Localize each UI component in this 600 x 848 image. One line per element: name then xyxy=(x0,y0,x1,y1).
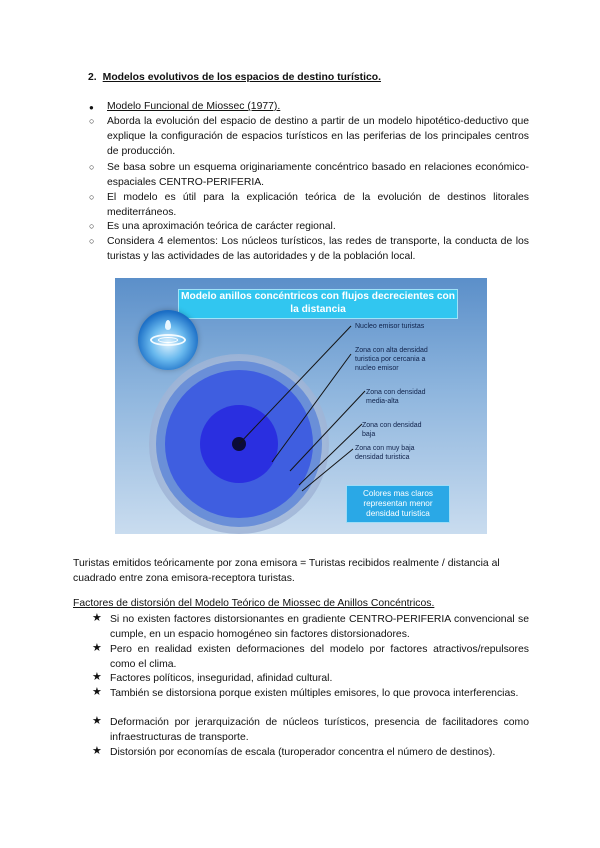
model-point: ○ Es una aproximación teórica de carácter regional. xyxy=(89,219,529,234)
star-bullet-icon: ★ xyxy=(92,686,102,698)
section-number: 2. xyxy=(88,72,97,83)
model-point: ○ Considera 4 elementos: Los núcleos turísticos, las redes de transporte, la conducta de los turistas y las actividades de las autoridades y de la población local. xyxy=(89,236,529,263)
model-point: ○ Aborda la evolución del espacio de destino a partir de un modelo hipotético-deductivo que explique la configuración de espacios turísticos en las periferias de los principales centros de producción. xyxy=(89,116,529,158)
star-bullet-icon: ★ xyxy=(92,715,102,727)
factor-item: ★ Deformación por jerarquización de núcleos turísticos, presencia de facilitadores como infraestructuras de transporte. xyxy=(92,715,529,744)
star-bullet-icon: ★ xyxy=(92,671,102,683)
label-very-low-density: Zona con muy baja densidad turistica xyxy=(355,445,415,461)
figure-title: Modelo anillos concéntricos con flujos decrecientes con la distancia xyxy=(179,290,457,318)
model-point: ○ Se basa sobre un esquema originariamente concéntrico basado en relaciones económico-espaciales CENTRO-PERIFERIA. xyxy=(89,162,529,189)
star-bullet-icon: ★ xyxy=(92,612,102,624)
section-title: Modelos evolutivos de los espacios de destino turístico. xyxy=(102,72,381,83)
label-high-density: Zona con alta densidad turistica por cercania a nucleo emisor xyxy=(355,347,428,372)
hollow-bullet-icon: ○ xyxy=(89,221,95,231)
model-title: Modelo Funcional de Miossec (1977). xyxy=(107,101,281,112)
figure-note: Colores mas claros representan menor densidad turistica xyxy=(347,486,449,522)
star-bullet-icon: ★ xyxy=(92,642,102,654)
factor-item: ★ Si no existen factores distorsionantes en gradiente CENTRO-PERIFERIA convencional se cumple, en un espacio homogéneo sin factores distorsionadores. xyxy=(92,612,529,641)
factor-item: ★ Factores políticos, inseguridad, afinidad cultural. xyxy=(92,671,333,684)
factor-item: ★ Pero en realidad existen deformaciones del modelo por factores atractivos/repulsores como el clima. xyxy=(92,642,529,671)
star-bullet-icon: ★ xyxy=(92,745,102,757)
hollow-bullet-icon: ○ xyxy=(89,192,95,202)
formula-paragraph: Turistas emitidos teóricamente por zona emisora = Turistas recibidos realmente / distancia al cuadrado entre zona emisora-receptora turistas. xyxy=(73,558,500,585)
factor-item: ★ También se distorsiona porque existen múltiples emisores, lo que provoca interferencias. xyxy=(92,686,519,699)
label-low-density: Zona con densidad baja xyxy=(362,422,422,438)
model-point: ○ El modelo es útil para la explicación teórica de la evolución de destinos litorales mediterráneos. xyxy=(89,192,529,219)
hollow-bullet-icon: ○ xyxy=(89,236,95,246)
factor-item: ★ Distorsión por economías de escala (turoperador concentra el número de destinos). xyxy=(92,745,496,758)
model-title-item xyxy=(89,99,529,114)
factors-title: Factores de distorsión del Modelo Teórico de Miossec de Anillos Concéntricos. xyxy=(73,598,435,609)
label-emitter: Nucleo emisor turistas xyxy=(355,323,425,330)
concentric-rings-figure xyxy=(115,278,487,534)
hollow-bullet-icon: ○ xyxy=(89,162,95,172)
label-medium-high-density: Zona con densidad media-alta xyxy=(366,389,426,405)
section-heading xyxy=(88,70,381,85)
hollow-bullet-icon: ○ xyxy=(89,116,95,126)
filled-bullet-icon: ● xyxy=(89,103,94,112)
